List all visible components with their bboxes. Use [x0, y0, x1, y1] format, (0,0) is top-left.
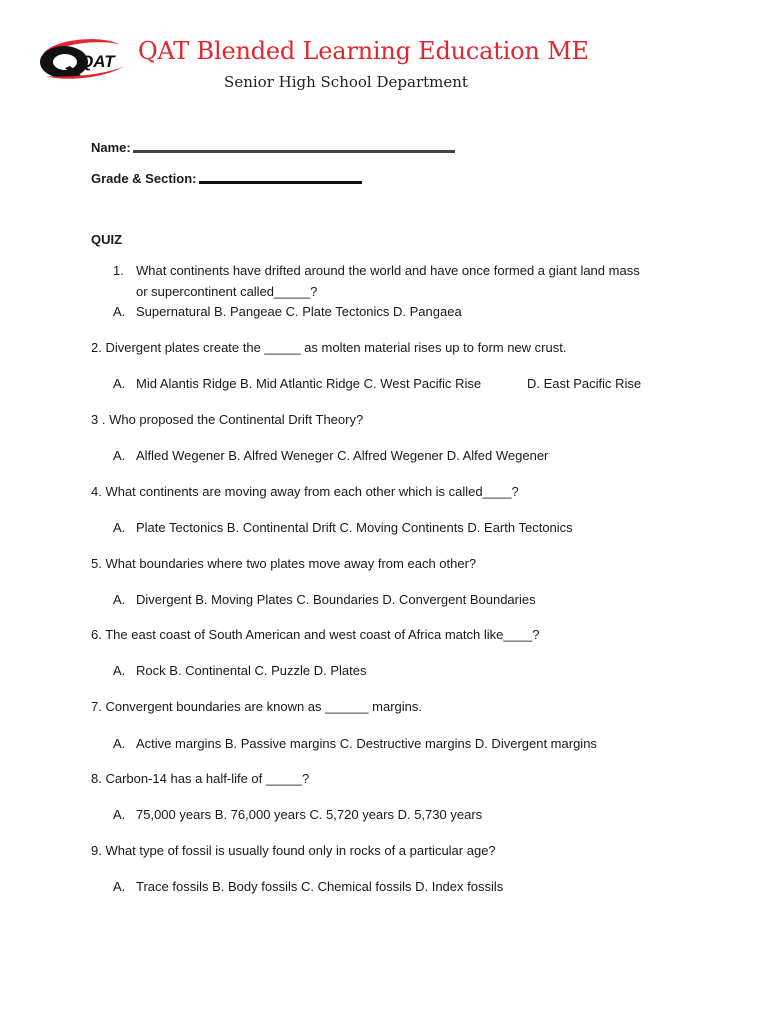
- option-letter: A.: [113, 448, 126, 463]
- question-7-text: 7. Convergent boundaries are known as ______ margins.: [91, 699, 422, 714]
- option-letter: A.: [113, 520, 126, 535]
- question-7-options: Active margins B. Passive margins C. Destructive margins D. Divergent margins: [136, 736, 597, 751]
- name-blank-line[interactable]: [133, 150, 455, 153]
- question-2-options: Mid Alantis Ridge B. Mid Atlantic Ridge C. West Pacific Rise: [136, 376, 482, 391]
- question-2-options-tail: D. East Pacific Rise: [527, 376, 642, 391]
- question-8-options: 75,000 years B. 76,000 years C. 5,720 years D. 5,730 years: [136, 807, 483, 822]
- question-1-text-continued: or supercontinent called_____?: [136, 284, 318, 299]
- question-5-text: 5. What boundaries where two plates move away from each other?: [91, 556, 477, 571]
- question-4-text: 4. What continents are moving away from each other which is called____?: [91, 484, 519, 499]
- option-letter: A.: [113, 304, 126, 319]
- name-label: Name:: [91, 140, 131, 155]
- question-9-text: 9. What type of fossil is usually found only in rocks of a particular age?: [91, 843, 496, 858]
- option-letter: A.: [113, 736, 126, 751]
- question-4-options: Plate Tectonics B. Continental Drift C. Moving Continents D. Earth Tectonics: [136, 520, 573, 535]
- logo-text: QAT: [80, 52, 115, 71]
- grade-section-label: Grade & Section:: [91, 171, 197, 186]
- school-name: QAT Blended Learning Education ME: [138, 37, 589, 65]
- option-letter: A.: [113, 879, 126, 894]
- question-1-options: Supernatural B. Pangeae C. Plate Tectonics D. Pangaea: [136, 304, 462, 319]
- question-5-options: Divergent B. Moving Plates C. Boundaries D. Convergent Boundaries: [136, 592, 536, 607]
- quiz-heading: QUIZ: [91, 232, 123, 247]
- department-subtitle: Senior High School Department: [224, 73, 468, 91]
- question-3-options: Alfled Wegener B. Alfred Weneger C. Alfred Wegener D. Alfed Wegener: [136, 448, 549, 463]
- option-letter: A.: [113, 807, 126, 822]
- option-letter: A.: [113, 663, 126, 678]
- question-1-text: What continents have drifted around the world and have once formed a giant land mass: [136, 263, 640, 278]
- question-3-text: 3 . Who proposed the Continental Drift Theory?: [91, 412, 364, 427]
- question-6-text: 6. The east coast of South American and west coast of Africa match like____?: [91, 627, 540, 642]
- option-letter: A.: [113, 376, 126, 391]
- question-9-options: Trace fossils B. Body fossils C. Chemical fossils D. Index fossils: [136, 879, 504, 894]
- question-number: 1.: [113, 263, 124, 278]
- question-2-text: 2. Divergent plates create the _____ as molten material rises up to form new crust.: [91, 340, 567, 355]
- question-6-options: Rock B. Continental C. Puzzle D. Plates: [136, 663, 367, 678]
- question-8-text: 8. Carbon-14 has a half-life of _____?: [91, 771, 310, 786]
- grade-section-blank-line[interactable]: [199, 181, 362, 184]
- option-letter: A.: [113, 592, 126, 607]
